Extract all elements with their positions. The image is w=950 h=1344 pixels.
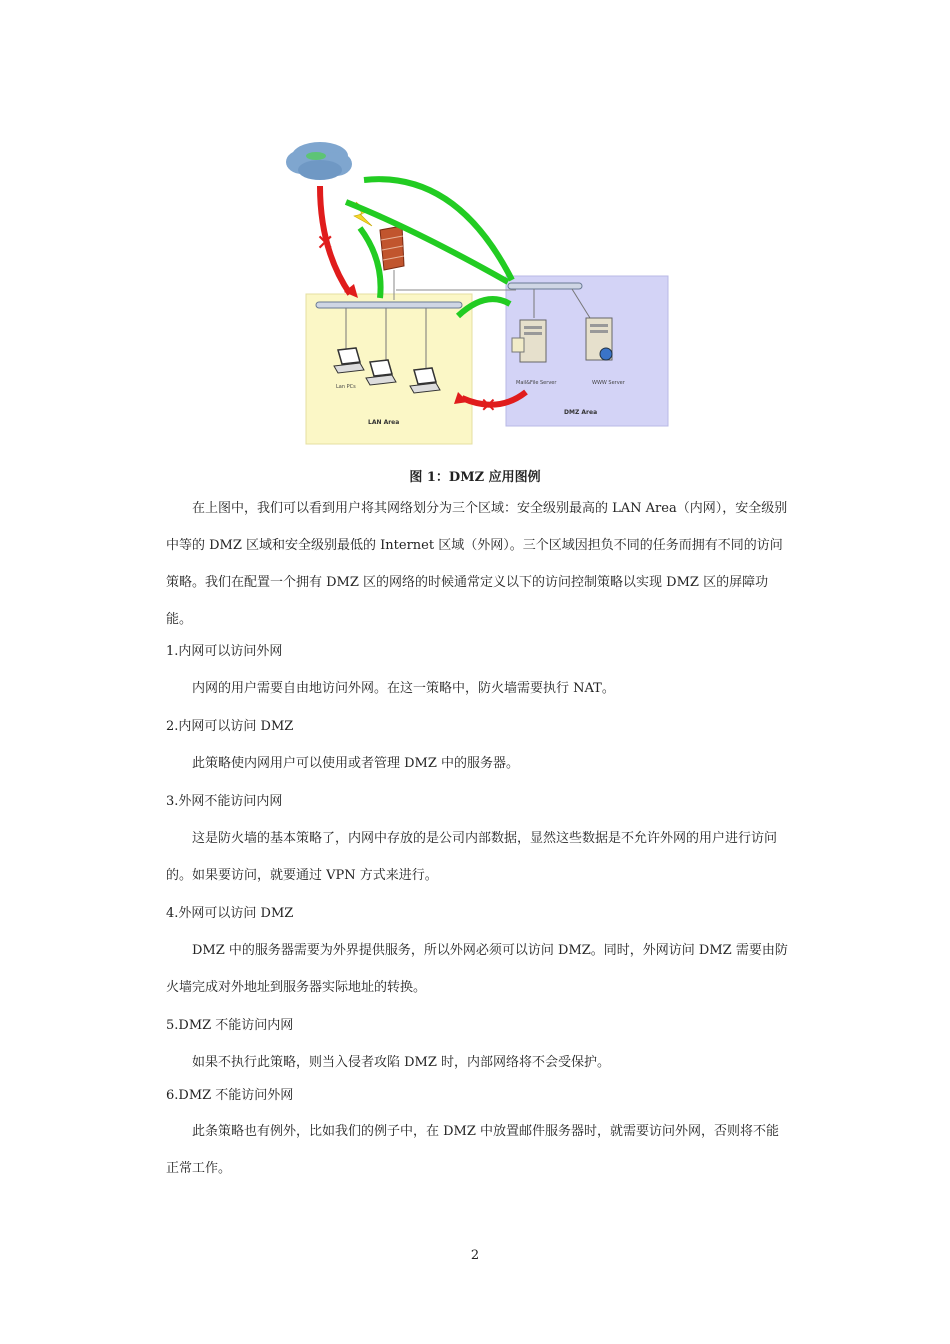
policy-6-title: 6.DMZ 不能访问外网 [166, 1088, 294, 1103]
lan-pcs-label: Lan PCs [336, 384, 356, 390]
mail-server-label: Mail&File Server [516, 380, 557, 386]
policy-3-body: 这是防火墙的基本策略了，内网中存放的是公司内部数据，显然这些数据是不允许外网的用户进行访问的。如果要访问，就要通过 VPN 方式来进行。 [166, 831, 778, 883]
www-server-icon [586, 318, 612, 360]
firewall-icon [380, 226, 404, 270]
policy-4-title: 4.外网可以访问 DMZ [166, 906, 294, 921]
policy-1-title: 1.内网可以访问外网 [166, 644, 283, 659]
lan-area-label: LAN Area [368, 419, 400, 426]
lan-switch [316, 302, 462, 308]
page-number: 2 [470, 1248, 480, 1263]
allow-arrow-lan-internet [360, 228, 381, 298]
intro-paragraph: 在上图中，我们可以看到用户将其网络划分为三个区域：安全级别最高的 LAN Area（内网），安全级别中等的 DMZ 区域和安全级别最低的 Internet 区域（外网）。三个区域因担负不同的任务而拥有不同的访问策略。我们在配置一个拥有 DMZ 区的网络的时候通常定义以下的访问控制策略以实现 DMZ 区的屏障功能。 [166, 501, 788, 627]
deny-cross-icon: ✕ [480, 393, 497, 417]
policy-6-body: 此条策略也有例外，比如我们的例子中，在 DMZ 中放置邮件服务器时，就需要访问外网，否则将不能正常工作。 [166, 1124, 780, 1176]
policy-4-body: DMZ 中的服务器需要为外界提供服务，所以外网必须可以访问 DMZ。同时，外网访问 DMZ 需要由防火墙完成对外地址到服务器实际地址的转换。 [166, 943, 788, 995]
dmz-switch [508, 283, 582, 289]
policy-1-body: 内网的用户需要自由地访问外网。在这一策略中，防火墙需要执行 NAT。 [192, 681, 615, 696]
policy-2-body: 此策略使内网用户可以使用或者管理 DMZ 中的服务器。 [192, 756, 520, 771]
policy-2-title: 2.内网可以访问 DMZ [166, 719, 294, 734]
deny-cross-icon: ✕ [316, 231, 335, 256]
policy-3-title: 3.外网不能访问内网 [166, 794, 283, 809]
dmz-diagram-svg [276, 130, 674, 448]
policy-5-body: 如果不执行此策略，则当入侵者攻陷 DMZ 时，内部网络将不会受保护。 [192, 1055, 611, 1070]
dmz-area-label: DMZ Area [564, 409, 598, 416]
policy-5-title: 5.DMZ 不能访问内网 [166, 1018, 294, 1033]
internet-cloud-icon [286, 142, 352, 180]
dmz-diagram [276, 130, 674, 448]
www-server-label: WWW Server [592, 380, 625, 386]
figure-caption: 图 1：DMZ 应用图例 [409, 470, 541, 485]
